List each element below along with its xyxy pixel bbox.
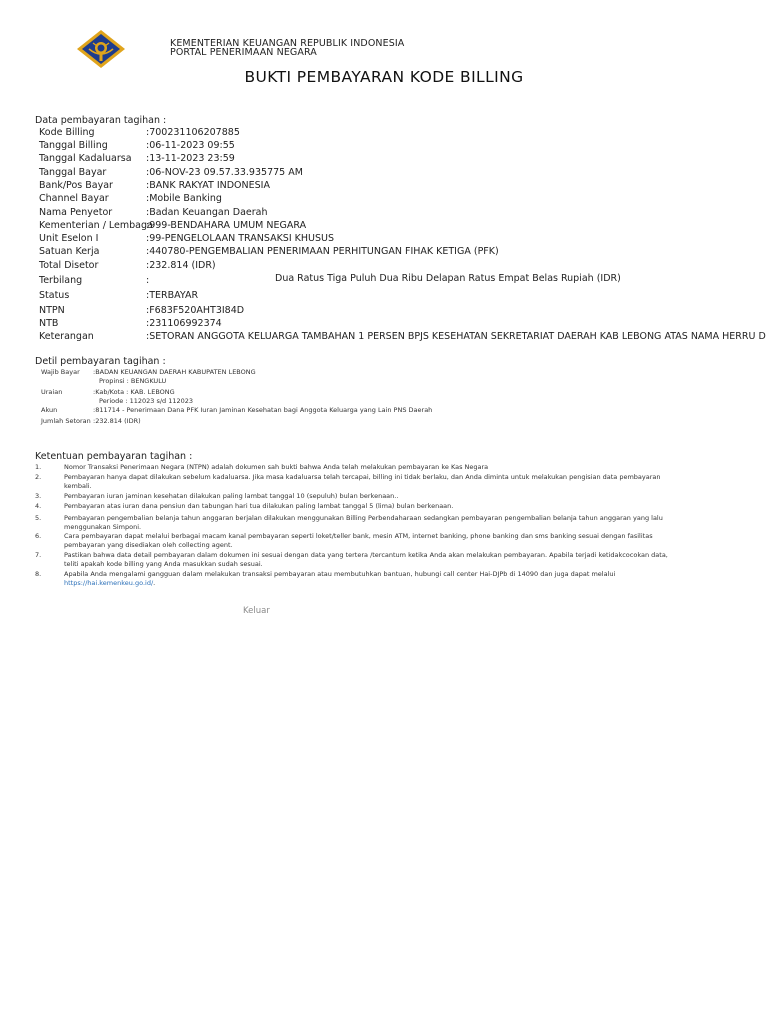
terbilang-text: Dua Ratus Tiga Puluh Dua Ribu Delapan Ratus Empat Belas Rupiah (IDR) [275, 273, 621, 284]
field-value: :06-11-2023 09:55 [146, 140, 235, 151]
detail-value: Periode : 112023 s/d 112023 [99, 397, 194, 405]
field-value: :99-PENGELOLAAN TRANSAKSI KHUSUS [146, 233, 335, 244]
field-label: NTB [39, 318, 59, 329]
keluar-button[interactable]: Keluar [243, 606, 270, 616]
rule-text-content: Pembayaran pengembalian belanja tahun anggaran berjalan dilakukan menggunakan Billing Perbendaharaan sedangkan pembayaran pengembalian belanja tahun anggaran yang lalu menggunakan Simponi. [64, 514, 663, 531]
field-value: :Mobile Banking [146, 193, 222, 204]
rule-number: 2. [35, 473, 42, 481]
field-label: Nama Penyetor [39, 207, 113, 218]
field-label: Bank/Pos Bayar [39, 180, 113, 191]
rule-text-tail: . [153, 578, 156, 587]
detail-label: Uraian [41, 388, 63, 396]
rules-section-title: Ketentuan pembayaran tagihan : [35, 451, 193, 462]
rule-number: 6. [35, 532, 42, 540]
field-label: Tanggal Billing [39, 140, 108, 151]
field-value: :Badan Keuangan Daerah [146, 207, 268, 218]
field-value: :700231106207885 [146, 127, 240, 138]
rule-number: 8. [35, 570, 42, 578]
org-name: KEMENTERIAN KEUANGAN REPUBLIK INDONESIA [170, 38, 405, 49]
detail-label: Akun [41, 406, 58, 414]
rule-text [64, 570, 674, 588]
rule-number: 5. [35, 514, 42, 522]
field-label: Satuan Kerja [39, 246, 100, 257]
rule-text [64, 473, 674, 491]
rule-text [64, 463, 674, 472]
field-label: Kementerian / Lembaga [39, 220, 153, 231]
rule-text [64, 492, 674, 501]
field-label: Terbilang [39, 275, 83, 286]
rule-text [64, 514, 674, 532]
field-label: Channel Bayar [39, 193, 109, 204]
payment-section-title: Data pembayaran tagihan : [35, 115, 167, 126]
kemenkeu-logo-icon [76, 29, 126, 69]
field-label: Kode Billing [39, 127, 95, 138]
field-label: NTPN [39, 305, 65, 316]
field-value: :13-11-2023 23:59 [146, 153, 235, 164]
detail-label: Jumlah Setoran [41, 417, 91, 425]
field-value: :F683F520AHT3I84D [146, 305, 245, 316]
rule-number: 4. [35, 502, 42, 510]
field-value: :TERBAYAR [146, 290, 199, 301]
rule-number: 3. [35, 492, 42, 500]
field-value: :999-BENDAHARA UMUM NEGARA [146, 220, 307, 231]
field-value: :440780-PENGEMBALIAN PENERIMAAN PERHITUNGAN FIHAK KETIGA (PFK) [146, 246, 499, 257]
field-value: :06-NOV-23 09.57.33.935775 AM [146, 167, 303, 178]
field-label: Tanggal Kadaluarsa [39, 153, 132, 164]
field-label: Status [39, 290, 70, 301]
rule-number: 7. [35, 551, 42, 559]
field-value: :231106992374 [146, 318, 222, 329]
field-value: :BANK RAKYAT INDONESIA [146, 180, 270, 191]
detail-label: Wajib Bayar [41, 368, 80, 376]
rule-text-content: Pembayaran atas iuran dana pensiun dan tabungan hari tua dilakukan paling lambat tanggal 5 (lima) bulan berkenaan. [64, 502, 454, 510]
rule-text [64, 502, 674, 511]
field-label: Keterangan [39, 331, 94, 342]
rule-number: 1. [35, 463, 42, 471]
rule-text [64, 532, 674, 550]
detail-section-title: Detil pembayaran tagihan : [35, 356, 166, 367]
field-label: Unit Eselon I [39, 233, 99, 244]
field-value: : [146, 275, 150, 286]
rule-text-content: Nomor Transaksi Penerimaan Negara (NTPN) adalah dokumen sah bukti bahwa Anda telah melakukan pembayaran ke Kas Negara [64, 463, 489, 471]
field-value: :232.814 (IDR) [146, 260, 216, 271]
field-label: Total Disetor [39, 260, 99, 271]
field-value: :SETORAN ANGGOTA KELUARGA TAMBAHAN 1 PERSEN BPJS KESEHATAN SEKRETARIAT DAERAH KAB LEBONG ATAS NAMA HERRU D [146, 331, 766, 342]
rule-text-content: Pembayaran hanya dapat dilakukan sebelum kadaluarsa. Jika masa kadaluarsa telah tercapai, billing ini tidak berlaku, dan Anda diminta untuk melakukan pengisian data pembayaran kembali. [64, 473, 661, 490]
rule-text-content: Pembayaran iuran jaminan kesehatan dilakukan paling lambat tanggal 10 (sepuluh) bulan berkenaan.. [64, 492, 399, 500]
page-title: BUKTI PEMBAYARAN KODE BILLING [244, 68, 524, 86]
rule-text-content: Apabila Anda mengalami gangguan dalam melakukan transaksi pembayaran atau membutuhkan bantuan, hubungi call center Hai-DJPb di 14090 dan juga dapat melalui [64, 570, 616, 578]
rule-text [64, 551, 674, 569]
detail-value: :232.814 (IDR) [93, 417, 141, 425]
field-label: Tanggal Bayar [39, 167, 107, 178]
detail-value: :811714 - Penerimaan Dana PFK Iuran Jaminan Kesehatan bagi Anggota Keluarga yang Lain PNS Daerah [93, 406, 433, 414]
help-link[interactable]: https://hai.kemenkeu.go.id/ [64, 578, 154, 587]
rule-text-content: Pastikan bahwa data detail pembayaran dalam dokumen ini sesuai dengan data yang tertera /tercantum ketika Anda akan melakukan pembayaran. Apabila terjadi ketidakcocokan data, teliti apakah kode billing yang Anda masukkan sudah sesuai. [64, 551, 668, 568]
detail-value: :BADAN KEUANGAN DAERAH KABUPATEN LEBONG [93, 368, 256, 376]
portal-name: PORTAL PENERIMAAN NEGARA [170, 47, 317, 58]
detail-value: Propinsi : BENGKULU [99, 377, 167, 385]
detail-value: :Kab/Kota : KAB. LEBONG [93, 388, 175, 396]
rule-text-content: Cara pembayaran dapat melalui berbagai macam kanal pembayaran seperti loket/teller bank, mesin ATM, internet banking, phone banking dan sms banking sesuai dengan fasilitas pembayaran yang disediakan oleh collecting agent. [64, 532, 653, 549]
